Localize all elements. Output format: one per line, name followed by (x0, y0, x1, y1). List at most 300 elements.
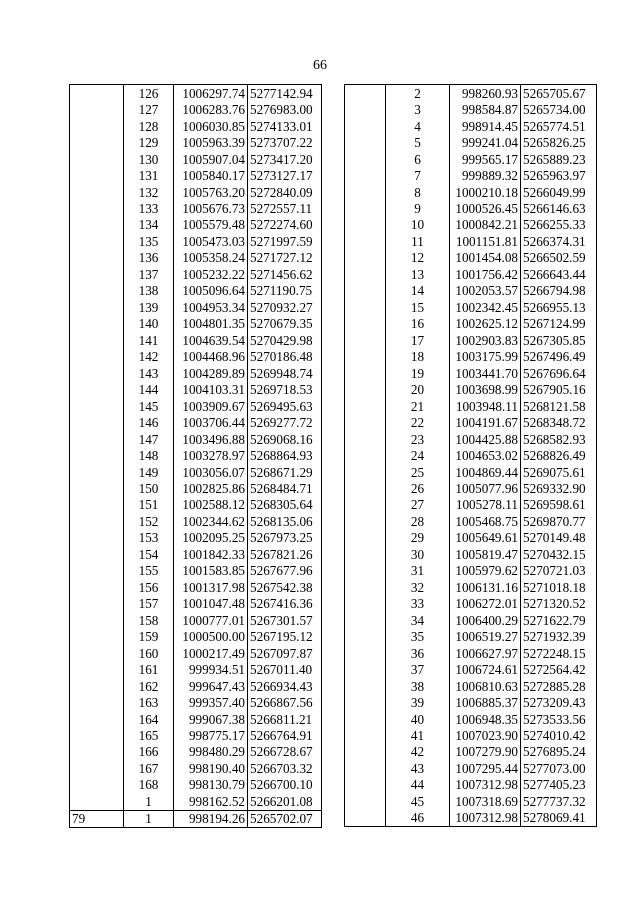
point-number-cell: 147 (124, 431, 174, 447)
point-number-cell: 142 (124, 349, 174, 365)
y-coordinate-cell: 5266374.31 (521, 233, 597, 249)
table-row (345, 810, 597, 827)
point-number-cell: 150 (124, 480, 174, 496)
y-coordinate-cell: 5271320.52 (521, 596, 597, 612)
table-row (345, 233, 597, 249)
x-coordinate-cell: 1004103.31 (174, 381, 248, 397)
plot-number-cell (345, 349, 386, 365)
point-number-cell: 5 (386, 134, 450, 150)
x-coordinate-cell: 1004289.89 (174, 365, 248, 381)
point-number-cell: 23 (386, 431, 450, 447)
plot-number-cell (345, 101, 386, 117)
x-coordinate-cell: 998190.40 (174, 760, 248, 776)
point-number-cell: 135 (124, 233, 174, 249)
plot-number-cell (70, 447, 124, 463)
table-row (70, 217, 322, 233)
y-coordinate-cell: 5271932.39 (521, 628, 597, 644)
plot-number-cell (345, 151, 386, 167)
table-row (70, 398, 322, 414)
plot-number-cell (70, 134, 124, 150)
y-coordinate-cell: 5273417.20 (248, 151, 322, 167)
table-row (345, 85, 597, 102)
table-row (70, 118, 322, 134)
x-coordinate-cell: 1005979.62 (450, 563, 521, 579)
y-coordinate-cell: 5268484.71 (248, 480, 322, 496)
point-number-cell: 9 (386, 200, 450, 216)
table-row (345, 365, 597, 381)
y-coordinate-cell: 5265705.67 (521, 85, 597, 102)
table-row (345, 546, 597, 562)
x-coordinate-cell: 1005579.48 (174, 217, 248, 233)
table-row (70, 184, 322, 200)
table-row (70, 134, 322, 150)
plot-number-cell (70, 530, 124, 546)
x-coordinate-cell: 1007023.90 (450, 727, 521, 743)
point-number-cell: 42 (386, 744, 450, 760)
table-row (70, 661, 322, 677)
table-row (70, 530, 322, 546)
plot-number-cell (70, 365, 124, 381)
table-row (345, 645, 597, 661)
x-coordinate-cell: 1005096.64 (174, 283, 248, 299)
y-coordinate-cell: 5278069.41 (521, 810, 597, 827)
y-coordinate-cell: 5269948.74 (248, 365, 322, 381)
point-number-cell: 44 (386, 777, 450, 793)
x-coordinate-cell: 1006283.76 (174, 101, 248, 117)
plot-number-cell (345, 200, 386, 216)
table-row (70, 596, 322, 612)
y-coordinate-cell: 5269870.77 (521, 513, 597, 529)
table-row (345, 101, 597, 117)
point-number-cell: 162 (124, 678, 174, 694)
table-row (345, 513, 597, 529)
table-row (70, 563, 322, 579)
y-coordinate-cell: 5265963.97 (521, 167, 597, 183)
point-number-cell: 18 (386, 349, 450, 365)
table-row (70, 299, 322, 315)
table-row (345, 250, 597, 266)
table-row (345, 316, 597, 332)
plot-number-cell (345, 497, 386, 513)
plot-number-cell (70, 398, 124, 414)
x-coordinate-cell: 1006948.35 (450, 711, 521, 727)
table-row (345, 134, 597, 150)
point-number-cell: 140 (124, 316, 174, 332)
table-row (70, 513, 322, 529)
point-number-cell: 43 (386, 760, 450, 776)
table-row (70, 101, 322, 117)
point-number-cell: 6 (386, 151, 450, 167)
x-coordinate-cell: 999067.38 (174, 711, 248, 727)
point-number-cell: 21 (386, 398, 450, 414)
y-coordinate-cell: 5266700.10 (248, 777, 322, 793)
point-number-cell: 38 (386, 678, 450, 694)
x-coordinate-cell: 998914.45 (450, 118, 521, 134)
table-row (70, 332, 322, 348)
table-row (70, 546, 322, 562)
plot-number-cell (345, 299, 386, 315)
plot-number-cell (345, 398, 386, 414)
table-row (70, 628, 322, 644)
plot-number-cell (70, 266, 124, 282)
x-coordinate-cell: 1004468.96 (174, 349, 248, 365)
plot-number-cell (345, 563, 386, 579)
plot-number-cell (345, 118, 386, 134)
point-number-cell: 41 (386, 727, 450, 743)
point-number-cell: 127 (124, 101, 174, 117)
point-number-cell: 163 (124, 694, 174, 710)
y-coordinate-cell: 5267305.85 (521, 332, 597, 348)
x-coordinate-cell: 1001151.81 (450, 233, 521, 249)
x-coordinate-cell: 1005649.61 (450, 530, 521, 546)
y-coordinate-cell: 5269075.61 (521, 464, 597, 480)
plot-number-cell (70, 777, 124, 793)
y-coordinate-cell: 5268671.29 (248, 464, 322, 480)
plot-number-cell (345, 431, 386, 447)
y-coordinate-cell: 5266146.63 (521, 200, 597, 216)
plot-number-cell (70, 464, 124, 480)
y-coordinate-cell: 5274133.01 (248, 118, 322, 134)
point-number-cell: 144 (124, 381, 174, 397)
point-number-cell: 27 (386, 497, 450, 513)
point-number-cell: 25 (386, 464, 450, 480)
y-coordinate-cell: 5269277.72 (248, 414, 322, 430)
plot-number-cell (345, 513, 386, 529)
y-coordinate-cell: 5271190.75 (248, 283, 322, 299)
x-coordinate-cell: 1003909.67 (174, 398, 248, 414)
x-coordinate-cell: 1006627.97 (450, 645, 521, 661)
y-coordinate-cell: 5266867.56 (248, 694, 322, 710)
plot-number-cell (70, 85, 124, 102)
plot-number-cell (345, 530, 386, 546)
y-coordinate-cell: 5270932.27 (248, 299, 322, 315)
point-number-cell: 40 (386, 711, 450, 727)
point-number-cell: 3 (386, 101, 450, 117)
point-number-cell: 8 (386, 184, 450, 200)
x-coordinate-cell: 999889.32 (450, 167, 521, 183)
plot-number-cell (345, 250, 386, 266)
table-row (70, 612, 322, 628)
table-row (70, 250, 322, 266)
plot-number-cell (345, 744, 386, 760)
x-coordinate-cell: 1005819.47 (450, 546, 521, 562)
table-row (345, 497, 597, 513)
point-number-cell: 26 (386, 480, 450, 496)
point-number-cell: 35 (386, 628, 450, 644)
x-coordinate-cell: 1002588.12 (174, 497, 248, 513)
y-coordinate-cell: 5269495.63 (248, 398, 322, 414)
x-coordinate-cell: 1005963.39 (174, 134, 248, 150)
x-coordinate-cell: 999241.04 (450, 134, 521, 150)
y-coordinate-cell: 5270429.98 (248, 332, 322, 348)
plot-number-cell (70, 316, 124, 332)
point-number-cell: 29 (386, 530, 450, 546)
point-number-cell: 151 (124, 497, 174, 513)
x-coordinate-cell: 1004191.67 (450, 414, 521, 430)
table-row (345, 596, 597, 612)
table-row (345, 217, 597, 233)
plot-number-cell (345, 596, 386, 612)
y-coordinate-cell: 5273533.56 (521, 711, 597, 727)
table-row (70, 167, 322, 183)
y-coordinate-cell: 5272564.42 (521, 661, 597, 677)
table-row (345, 480, 597, 496)
plot-number-cell (345, 233, 386, 249)
point-number-cell: 128 (124, 118, 174, 134)
plot-number-cell (70, 661, 124, 677)
point-number-cell: 143 (124, 365, 174, 381)
point-number-cell: 15 (386, 299, 450, 315)
point-number-cell: 145 (124, 398, 174, 414)
table-row (345, 283, 597, 299)
point-number-cell: 134 (124, 217, 174, 233)
table-row (70, 810, 322, 827)
y-coordinate-cell: 5269718.53 (248, 381, 322, 397)
table-row (345, 579, 597, 595)
y-coordinate-cell: 5270679.35 (248, 316, 322, 332)
x-coordinate-cell: 1004801.35 (174, 316, 248, 332)
table-row (345, 184, 597, 200)
table-row (70, 480, 322, 496)
plot-number-cell (345, 579, 386, 595)
point-number-cell: 36 (386, 645, 450, 661)
table-row (70, 711, 322, 727)
y-coordinate-cell: 5276983.00 (248, 101, 322, 117)
plot-number-cell (345, 381, 386, 397)
x-coordinate-cell: 1007312.98 (450, 810, 521, 827)
y-coordinate-cell: 5273209.43 (521, 694, 597, 710)
x-coordinate-cell: 998775.17 (174, 727, 248, 743)
y-coordinate-cell: 5266955.13 (521, 299, 597, 315)
table-row (70, 283, 322, 299)
plot-number-cell (70, 381, 124, 397)
point-number-cell: 165 (124, 727, 174, 743)
x-coordinate-cell: 1002342.45 (450, 299, 521, 315)
x-coordinate-cell: 1002053.57 (450, 283, 521, 299)
point-number-cell: 152 (124, 513, 174, 529)
x-coordinate-cell: 998584.87 (450, 101, 521, 117)
plot-number-cell (345, 777, 386, 793)
y-coordinate-cell: 5268582.93 (521, 431, 597, 447)
table-row (70, 365, 322, 381)
table-row (70, 760, 322, 776)
point-number-cell: 45 (386, 793, 450, 809)
point-number-cell: 154 (124, 546, 174, 562)
plot-number-cell (70, 579, 124, 595)
table-row (345, 167, 597, 183)
point-number-cell: 130 (124, 151, 174, 167)
x-coordinate-cell: 1000842.21 (450, 217, 521, 233)
plot-number-cell (70, 727, 124, 743)
plot-number-cell (70, 217, 124, 233)
x-coordinate-cell: 1006272.01 (450, 596, 521, 612)
table-row (345, 464, 597, 480)
point-number-cell: 159 (124, 628, 174, 644)
plot-number-cell (345, 283, 386, 299)
y-coordinate-cell: 5276895.24 (521, 744, 597, 760)
x-coordinate-cell: 998130.79 (174, 777, 248, 793)
table-row (70, 316, 322, 332)
x-coordinate-cell: 1003175.99 (450, 349, 521, 365)
plot-number-cell (70, 200, 124, 216)
x-coordinate-cell: 1001047.48 (174, 596, 248, 612)
table-row (345, 381, 597, 397)
y-coordinate-cell: 5272557.11 (248, 200, 322, 216)
point-number-cell: 137 (124, 266, 174, 282)
table-row (70, 777, 322, 793)
y-coordinate-cell: 5277405.23 (521, 777, 597, 793)
plot-number-cell (70, 793, 124, 810)
plot-number-cell (345, 266, 386, 282)
x-coordinate-cell: 1000217.49 (174, 645, 248, 661)
x-coordinate-cell: 1003698.99 (450, 381, 521, 397)
x-coordinate-cell: 1006519.27 (450, 628, 521, 644)
table-row (70, 497, 322, 513)
y-coordinate-cell: 5268121.58 (521, 398, 597, 414)
plot-number-cell (345, 414, 386, 430)
plot-number-cell (70, 744, 124, 760)
x-coordinate-cell: 1003496.88 (174, 431, 248, 447)
point-number-cell: 149 (124, 464, 174, 480)
y-coordinate-cell: 5267496.49 (521, 349, 597, 365)
y-coordinate-cell: 5265734.00 (521, 101, 597, 117)
plot-number-cell (345, 645, 386, 661)
plot-number-cell (345, 711, 386, 727)
y-coordinate-cell: 5267195.12 (248, 628, 322, 644)
x-coordinate-cell: 1005763.20 (174, 184, 248, 200)
plot-number-cell (70, 628, 124, 644)
point-number-cell: 19 (386, 365, 450, 381)
y-coordinate-cell: 5268305.64 (248, 497, 322, 513)
y-coordinate-cell: 5271456.62 (248, 266, 322, 282)
plot-number-cell (345, 678, 386, 694)
x-coordinate-cell: 1002825.86 (174, 480, 248, 496)
plot-number-cell (70, 694, 124, 710)
point-number-cell: 20 (386, 381, 450, 397)
table-row (70, 381, 322, 397)
plot-number-cell (345, 810, 386, 827)
point-number-cell: 11 (386, 233, 450, 249)
x-coordinate-cell: 1003948.11 (450, 398, 521, 414)
point-number-cell: 164 (124, 711, 174, 727)
y-coordinate-cell: 5269332.90 (521, 480, 597, 496)
table-row (70, 744, 322, 760)
x-coordinate-cell: 1001583.85 (174, 563, 248, 579)
y-coordinate-cell: 5266255.33 (521, 217, 597, 233)
x-coordinate-cell: 1007279.90 (450, 744, 521, 760)
y-coordinate-cell: 5267416.36 (248, 596, 322, 612)
plot-number-cell (345, 184, 386, 200)
x-coordinate-cell: 1003278.97 (174, 447, 248, 463)
x-coordinate-cell: 1005473.03 (174, 233, 248, 249)
plot-number-cell (70, 497, 124, 513)
table-row (345, 694, 597, 710)
point-number-cell: 166 (124, 744, 174, 760)
y-coordinate-cell: 5267097.87 (248, 645, 322, 661)
plot-number-cell (345, 167, 386, 183)
table-row (345, 661, 597, 677)
plot-number-cell (345, 316, 386, 332)
table-row (70, 678, 322, 694)
y-coordinate-cell: 5267696.64 (521, 365, 597, 381)
y-coordinate-cell: 5274010.42 (521, 727, 597, 743)
plot-number-cell (70, 414, 124, 430)
table-row (345, 727, 597, 743)
plot-number-cell (70, 513, 124, 529)
x-coordinate-cell: 1003056.07 (174, 464, 248, 480)
table-row (70, 200, 322, 216)
x-coordinate-cell: 1006724.61 (450, 661, 521, 677)
x-coordinate-cell: 1006810.63 (450, 678, 521, 694)
table-row (70, 447, 322, 463)
x-coordinate-cell: 1005077.96 (450, 480, 521, 496)
y-coordinate-cell: 5267011.40 (248, 661, 322, 677)
point-number-cell: 156 (124, 579, 174, 595)
x-coordinate-cell: 1005840.17 (174, 167, 248, 183)
table-row (345, 299, 597, 315)
point-number-cell: 4 (386, 118, 450, 134)
y-coordinate-cell: 5266703.32 (248, 760, 322, 776)
point-number-cell: 133 (124, 200, 174, 216)
x-coordinate-cell: 1005358.24 (174, 250, 248, 266)
x-coordinate-cell: 1003441.70 (450, 365, 521, 381)
y-coordinate-cell: 5266502.59 (521, 250, 597, 266)
coordinate-table-left (69, 84, 322, 828)
plot-number-cell (345, 447, 386, 463)
plot-number-cell (70, 250, 124, 266)
plot-number-cell (70, 678, 124, 694)
plot-number-cell (345, 612, 386, 628)
table-row (345, 332, 597, 348)
x-coordinate-cell: 1006400.29 (450, 612, 521, 628)
point-number-cell: 167 (124, 760, 174, 776)
x-coordinate-cell: 1004639.54 (174, 332, 248, 348)
point-number-cell: 34 (386, 612, 450, 628)
plot-number-cell (70, 184, 124, 200)
plot-number-cell (70, 151, 124, 167)
plot-number-cell (345, 464, 386, 480)
plot-number-cell (70, 563, 124, 579)
table-row (70, 431, 322, 447)
table-row (345, 398, 597, 414)
x-coordinate-cell: 1002344.62 (174, 513, 248, 529)
plot-number-cell (70, 101, 124, 117)
coordinate-table-right (344, 84, 597, 827)
y-coordinate-cell: 5277073.00 (521, 760, 597, 776)
plot-number-cell (70, 431, 124, 447)
y-coordinate-cell: 5267301.57 (248, 612, 322, 628)
table-row (345, 431, 597, 447)
y-coordinate-cell: 5265774.51 (521, 118, 597, 134)
table-row (345, 151, 597, 167)
table-row (345, 760, 597, 776)
x-coordinate-cell: 998162.52 (174, 793, 248, 810)
table-row (345, 414, 597, 430)
x-coordinate-cell: 1007295.44 (450, 760, 521, 776)
x-coordinate-cell: 1002903.83 (450, 332, 521, 348)
x-coordinate-cell: 1002625.12 (450, 316, 521, 332)
y-coordinate-cell: 5271727.12 (248, 250, 322, 266)
x-coordinate-cell: 1005676.73 (174, 200, 248, 216)
point-number-cell: 30 (386, 546, 450, 562)
plot-number-cell (70, 332, 124, 348)
y-coordinate-cell: 5269068.16 (248, 431, 322, 447)
y-coordinate-cell: 5266049.99 (521, 184, 597, 200)
table-row (345, 118, 597, 134)
point-number-cell: 157 (124, 596, 174, 612)
plot-number-cell (345, 694, 386, 710)
x-coordinate-cell: 1004953.34 (174, 299, 248, 315)
